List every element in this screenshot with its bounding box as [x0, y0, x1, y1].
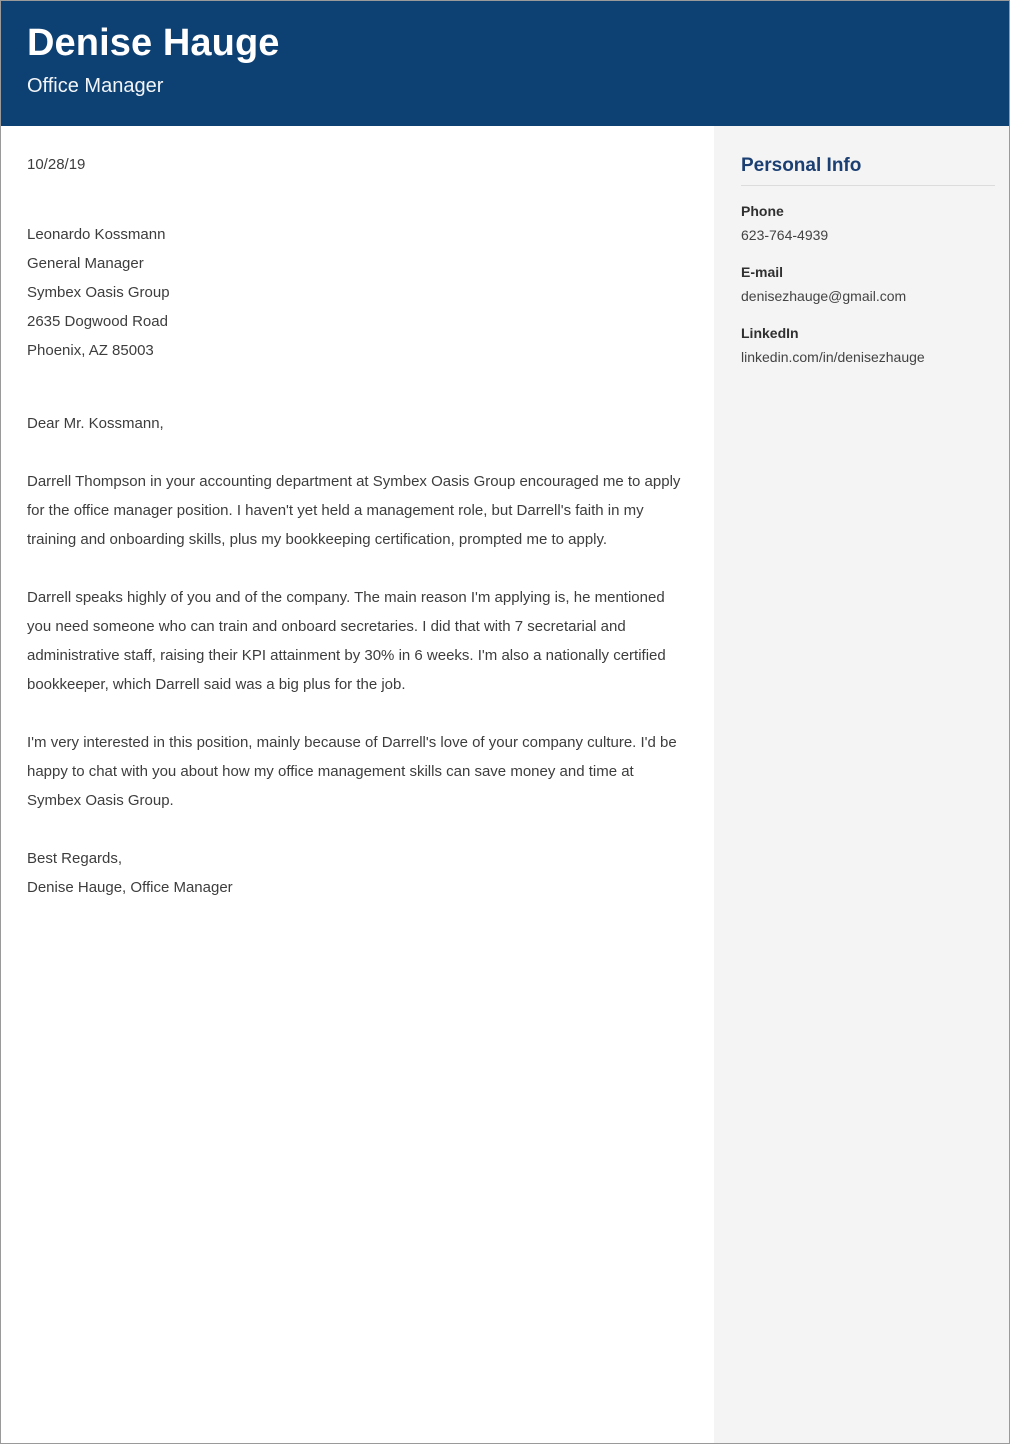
recipient-title: General Manager: [27, 255, 144, 272]
recipient-company: Symbex Oasis Group: [27, 284, 170, 301]
letter-date: 10/28/19: [27, 156, 86, 173]
contact-item-phone: [741, 200, 995, 247]
letter-header-banner: [1, 1, 1009, 126]
letter-paragraph-2: Darrell speaks highly of you and of the company. The main reason I'm applying is, he mentioned you need someone who can train and onboard secretaries. I did that with 7 secretarial and administrative staff, raising their KPI attainment by 30% in 6 weeks. I'm also a nationally certified bookkeeper, which Darrell said was a big plus for the job.: [27, 589, 666, 693]
recipient-address-block: [27, 220, 686, 365]
recipient-street: 2635 Dogwood Road: [27, 313, 168, 330]
letter-salutation: Dear Mr. Kossmann,: [27, 415, 164, 432]
contact-item-email: [741, 261, 995, 308]
recipient-city-state-zip: Phoenix, AZ 85003: [27, 342, 154, 359]
letter-signature: Denise Hauge, Office Manager: [27, 879, 233, 896]
contact-value-phone: 623-764-4939: [741, 227, 829, 243]
recipient-name: Leonardo Kossmann: [27, 226, 166, 243]
letter-paragraph-3: I'm very interested in this position, mainly because of Darrell's love of your company culture. I'd be happy to chat with you about how my office management skills can save money and time at Symbex Oasis Group.: [27, 734, 677, 809]
personal-info-sidebar: [714, 126, 1009, 1443]
contact-label-linkedin: LinkedIn: [741, 325, 799, 341]
sidebar-heading-divider: [741, 185, 995, 186]
contact-item-linkedin: [741, 322, 995, 369]
contact-value-email: denisezhauge@gmail.com: [741, 288, 907, 304]
contact-label-email: E-mail: [741, 264, 784, 280]
applicant-name: Denise Hauge: [27, 22, 280, 64]
letter-body-columns: [1, 126, 1009, 1443]
letter-paragraph-1: Darrell Thompson in your accounting department at Symbex Oasis Group encouraged me to apply for the office manager position. I haven't yet held a management role, but Darrell's faith in my training and onboarding skills, plus my bookkeeping certification, prompted me to apply.: [27, 473, 681, 548]
applicant-job-title: Office Manager: [27, 75, 164, 97]
contact-value-linkedin: linkedin.com/in/denisezhauge: [741, 349, 925, 365]
letter-main-column: [1, 126, 714, 1443]
contact-label-phone: Phone: [741, 203, 784, 219]
letter-closing-block: [27, 844, 686, 902]
sidebar-heading: Personal Info: [741, 155, 862, 176]
letter-closing: Best Regards,: [27, 850, 123, 867]
